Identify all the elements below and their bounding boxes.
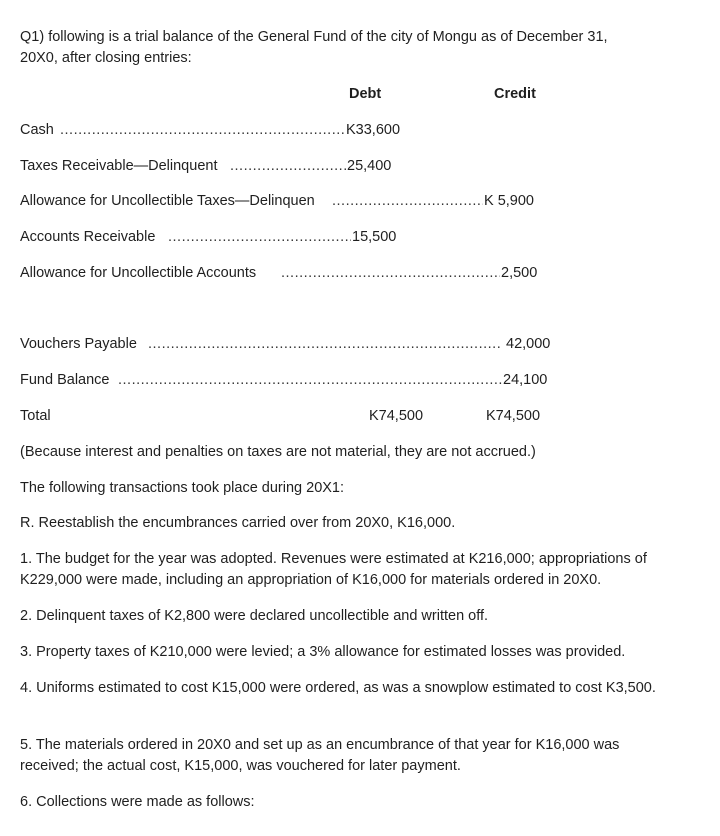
leader-dots: [168, 227, 351, 247]
row-accounts-receivable-debit: 15,500: [352, 229, 397, 245]
row-vouchers-payable-credit: 42,000: [506, 336, 551, 352]
transaction-3: 3. Property taxes of K210,000 were levied; a 3% allowance for estimated losses was provided.: [20, 644, 626, 660]
transaction-2: 2. Delinquent taxes of K2,800 were declared uncollectible and written off.: [20, 608, 489, 624]
row-taxes-receivable-debit: 25,400: [347, 158, 392, 174]
transactions-intro: The following transactions took place during 20X1:: [20, 480, 345, 496]
accrual-note: (Because interest and penalties on taxes are not material, they are not accrued.): [20, 444, 536, 460]
question-line-1: Q1) following is a trial balance of the General Fund of the city of Mongu as of December 31,: [20, 29, 608, 45]
leader-dots: [118, 370, 503, 390]
question-line-2: 20X0, after closing entries:: [20, 50, 192, 66]
transaction-4: 4. Uniforms estimated to cost K15,000 were ordered, as was a snowplow estimated to cost K3,500.: [20, 680, 656, 696]
leader-dots: [148, 334, 500, 354]
transaction-r: R. Reestablish the encumbrances carried over from 20X0, K16,000.: [20, 515, 456, 531]
total-debit: K74,500: [369, 408, 424, 424]
total-credit: K74,500: [486, 408, 541, 424]
debit-header: Debt: [349, 86, 382, 102]
row-allowance-accounts-label: Allowance for Uncollectible Accounts: [20, 265, 257, 281]
transaction-1: 1. The budget for the year was adopted. Revenues were estimated at K216,000; appropriations of K229,000 were made, including an appropriation of K16,000 for materials ordered in 20X0.: [20, 551, 647, 588]
row-fund-balance-label: Fund Balance: [20, 372, 110, 388]
leader-dots: [230, 156, 346, 176]
transaction-5: 5. The materials ordered in 20X0 and set up as an encumbrance of that year for K16,000 was received; the actual cost, K15,000, was vouchered for later payment.: [20, 737, 620, 774]
row-cash-label: Cash: [20, 122, 54, 138]
leader-dots: [332, 191, 483, 211]
transaction-6: 6. Collections were made as follows:: [20, 794, 255, 810]
row-allowance-accounts-credit: 2,500: [501, 265, 538, 281]
row-accounts-receivable-label: Accounts Receivable: [20, 229, 156, 245]
row-allowance-taxes-label: Allowance for Uncollectible Taxes—Delinquen: [20, 193, 315, 209]
row-vouchers-payable-label: Vouchers Payable: [20, 336, 137, 352]
credit-header: Credit: [494, 86, 536, 102]
leader-dots: [60, 120, 345, 140]
row-taxes-receivable-label: Taxes Receivable—Delinquent: [20, 158, 218, 174]
row-cash-debit: K33,600: [346, 122, 401, 138]
row-fund-balance-credit: 24,100: [503, 372, 548, 388]
leader-dots: [281, 263, 500, 283]
row-allowance-taxes-credit: K 5,900: [484, 193, 534, 209]
total-label: Total: [20, 408, 51, 424]
